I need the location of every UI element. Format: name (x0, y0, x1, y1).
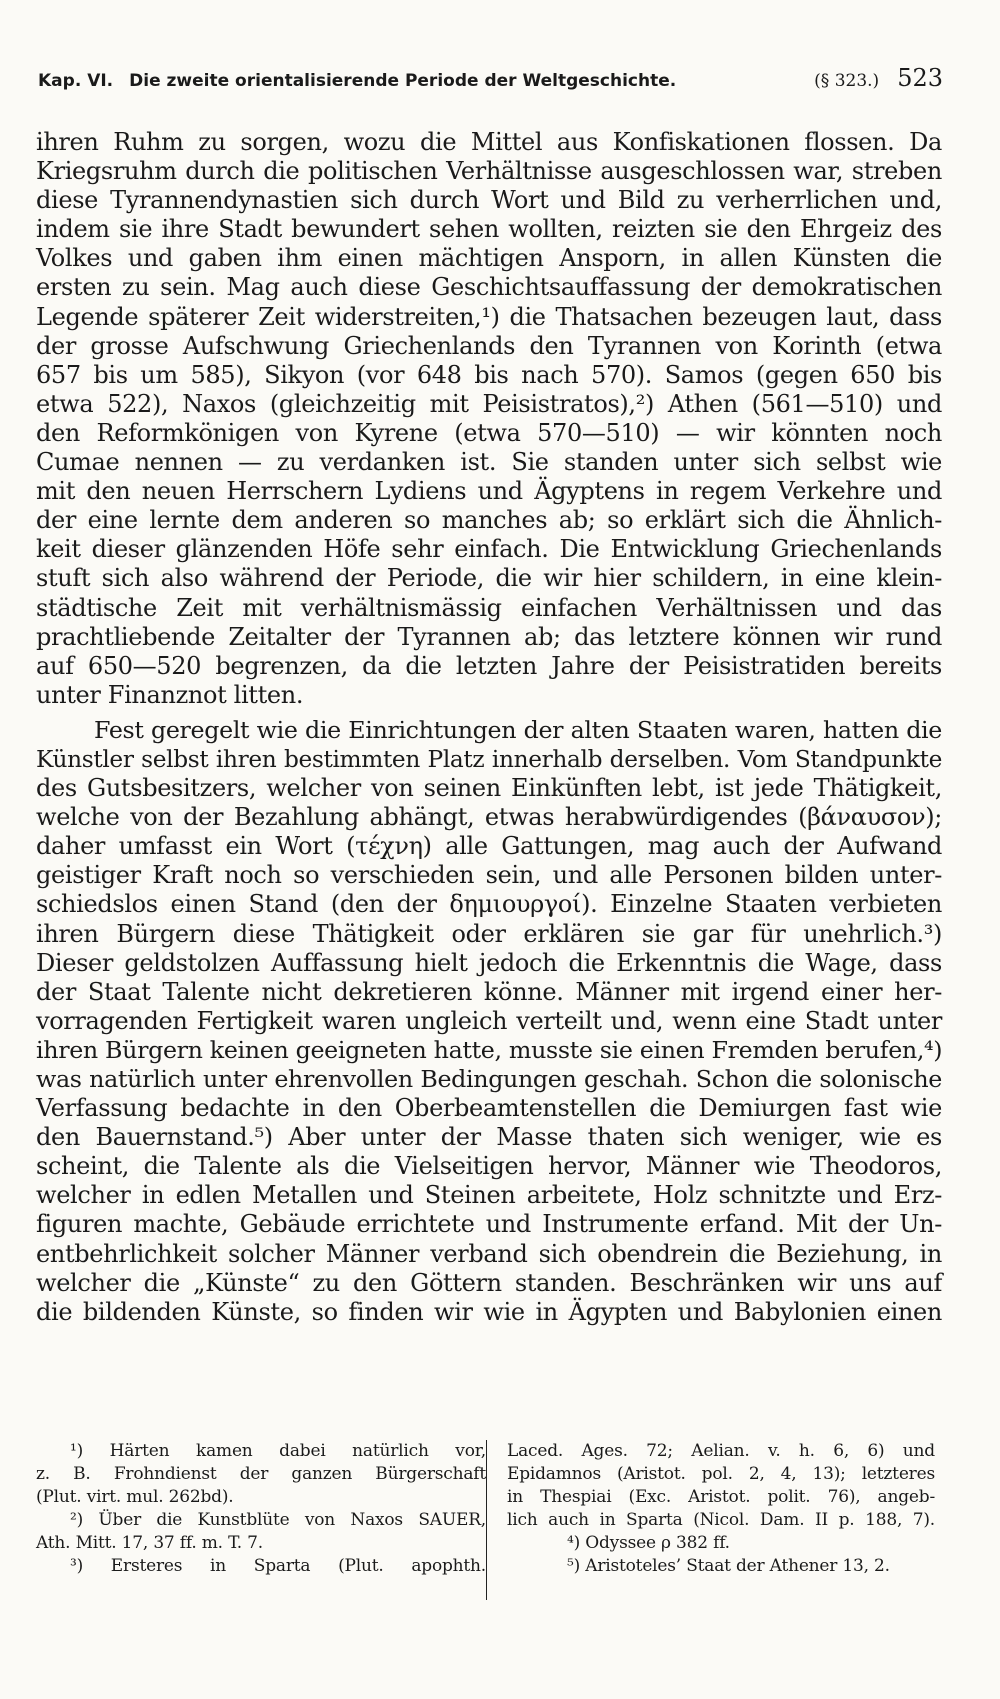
text-line: 657 bis um 585), Sikyon (vor 648 bis nach 570). Samos (gegen 650 bis (36, 360, 942, 389)
chapter-label: Kap. VI. (38, 71, 114, 91)
text-line: diese Tyrannendynastien sich durch Wort und Bild zu verherrlichen und, (36, 186, 942, 215)
text-line: Künstler selbst ihren bestimmten Platz innerhalb derselben. Vom Standpunkte (36, 745, 942, 773)
text-line: Legende späterer Zeit widerstreiten,¹) die Thatsachen bezeugen laut, dass (36, 302, 942, 331)
text-line: ihren Ruhm zu sorgen, wozu die Mittel aus Konfiskationen flossen. Da (36, 128, 942, 156)
footnote-line: ³) Ersteres in Sparta (Plut. apophth. (70, 1556, 486, 1576)
footnote-line: ¹) Härten kamen dabei natürlich vor, (70, 1441, 486, 1461)
text-line: schiedslos einen Stand (den der δημιουργοί). Einzelne Staaten verbieten (36, 890, 942, 919)
text-line: Kriegsruhm durch die politischen Verhältnisse ausgeschlossen war, streben (36, 157, 942, 186)
text-line: was natürlich unter ehrenvollen Bedingungen geschah. Schon die solonische (36, 1065, 942, 1093)
text-line: stuft sich also während der Periode, die wir hier schildern, in eine klein- (36, 564, 942, 593)
footnote-line: ⁵) Aristoteles’ Staat der Athener 13, 2. (567, 1556, 890, 1576)
text-line: welcher in edlen Metallen und Steinen arbeitete, Holz schnitzte und Erz- (36, 1181, 942, 1210)
text-line: den Bauernstand.⁵) Aber unter der Masse thaten sich weniger, wie es (36, 1123, 942, 1152)
running-header (38, 64, 943, 104)
text-line: vorragenden Fertigkeit waren ungleich verteilt und, wenn eine Stadt unter (36, 1006, 942, 1035)
text-line: des Gutsbesitzers, welcher von seinen Einkünften lebt, ist jede Thätigkeit, (36, 774, 942, 803)
footnote-line: ⁴) Odyssee ρ 382 ff. (567, 1533, 730, 1553)
text-line: auf 650—520 begrenzen, da die letzten Jahre der Peisistratiden bereits (36, 651, 942, 680)
text-line: Verfassung bedachte in den Oberbeamtenstellen die Demiurgen fast wie (36, 1094, 942, 1123)
text-line: Volkes und gaben ihm einen mächtigen Ansporn, in allen Künsten die (36, 244, 942, 273)
main-text (36, 128, 942, 1327)
text-line: entbehrlichkeit solcher Männer verband sich obendrein die Beziehung, in (36, 1239, 942, 1268)
text-line: unter Finanznot litten. (36, 680, 304, 709)
footnotes-right-column (486, 1440, 935, 1600)
text-line: städtische Zeit mit verhältnismässig einfachen Verhältnissen und das (36, 593, 942, 622)
text-line: ihren Bürgern keinen geeigneten hatte, musste sie einen Fremden berufen,⁴) (36, 1035, 943, 1064)
section-reference: (§ 323.) (814, 71, 880, 91)
text-line: ersten zu sein. Mag auch diese Geschichtsauffassung der demokratischen (36, 273, 942, 302)
footnote-line: ²) Über die Kunstblüte von Naxos SAUER, (70, 1510, 486, 1530)
text-line: daher umfasst ein Wort (τέχνη) alle Gattungen, mag auch der Aufwand (36, 832, 942, 861)
text-line: welcher die „Künste“ zu den Göttern standen. Beschränken wir uns auf (36, 1268, 942, 1297)
text-line: etwa 522), Naxos (gleichzeitig mit Peisistratos),²) Athen (561—510) und (36, 389, 942, 418)
text-line: geistiger Kraft noch so verschieden sein, und alle Personen bilden unter- (36, 861, 942, 890)
text-line: indem sie ihre Stadt bewundert sehen wollten, reizten sie den Ehrgeiz des (36, 215, 942, 244)
text-line: der eine lernte dem anderen so manches ab; so erklärt sich die Ähnlich- (36, 506, 942, 535)
running-title: Die zweite orientalisierende Periode der Weltgeschichte. (129, 71, 677, 91)
text-line: scheint, die Talente als die Vielseitigen hervor, Männer wie Theodoros, (36, 1152, 942, 1181)
text-line: die bildenden Künste, so finden wir wie in Ägypten und Babylonien einen (36, 1297, 942, 1326)
footnote-line: in Thespiai (Exc. Aristot. polit. 76), angeb- (507, 1487, 935, 1507)
footnotes-left-column (36, 1440, 486, 1600)
text-line: keit dieser glänzenden Höfe sehr einfach. Die Entwicklung Griechenlands (36, 535, 942, 564)
text-line: welche von der Bezahlung abhängt, etwas herabwürdigendes (βάναυσον); (36, 803, 942, 832)
text-line: prachtliebende Zeitalter der Tyrannen ab; das letztere können wir rund (36, 622, 942, 651)
footnotes (36, 1440, 942, 1600)
text-line: ihren Bürgern diese Thätigkeit oder erklären sie gar für unehrlich.³) (36, 919, 942, 948)
footnote-line: Laced. Ages. 72; Aelian. v. h. 6, 6) und (507, 1441, 935, 1461)
text-line: Dieser geldstolzen Auffassung hielt jedoch die Erkenntnis die Wage, dass (36, 948, 942, 977)
footnote-line: z. B. Frohndienst der ganzen Bürgerschaft (36, 1464, 486, 1484)
text-line: den Reformkönigen von Kyrene (etwa 570—510) — wir könnten noch (36, 418, 942, 447)
text-line: Fest geregelt wie die Einrichtungen der alten Staaten waren, hatten die (94, 715, 942, 744)
text-line: der grosse Aufschwung Griechenlands den Tyrannen von Korinth (etwa (36, 331, 942, 360)
footnote-line: Ath. Mitt. 17, 37 ff. m. T. 7. (36, 1533, 263, 1553)
page-number: 523 (897, 64, 943, 92)
footnote-line: (Plut. virt. mul. 262bd). (36, 1487, 234, 1507)
text-line: mit den neuen Herrschern Lydiens und Ägyptens in regem Verkehre und (36, 477, 942, 506)
footnote-line: lich auch in Sparta (Nicol. Dam. II p. 188, 7). (507, 1510, 935, 1530)
footnote-line: Epidamnos (Aristot. pol. 2, 4, 13); letzteres (507, 1464, 935, 1484)
text-line: der Staat Talente nicht dekretieren könne. Männer mit irgend einer her- (36, 977, 942, 1006)
text-line: figuren machte, Gebäude errichtete und Instrumente erfand. Mit der Un- (36, 1210, 942, 1239)
text-line: Cumae nennen — zu verdanken ist. Sie standen unter sich selbst wie (36, 448, 942, 477)
